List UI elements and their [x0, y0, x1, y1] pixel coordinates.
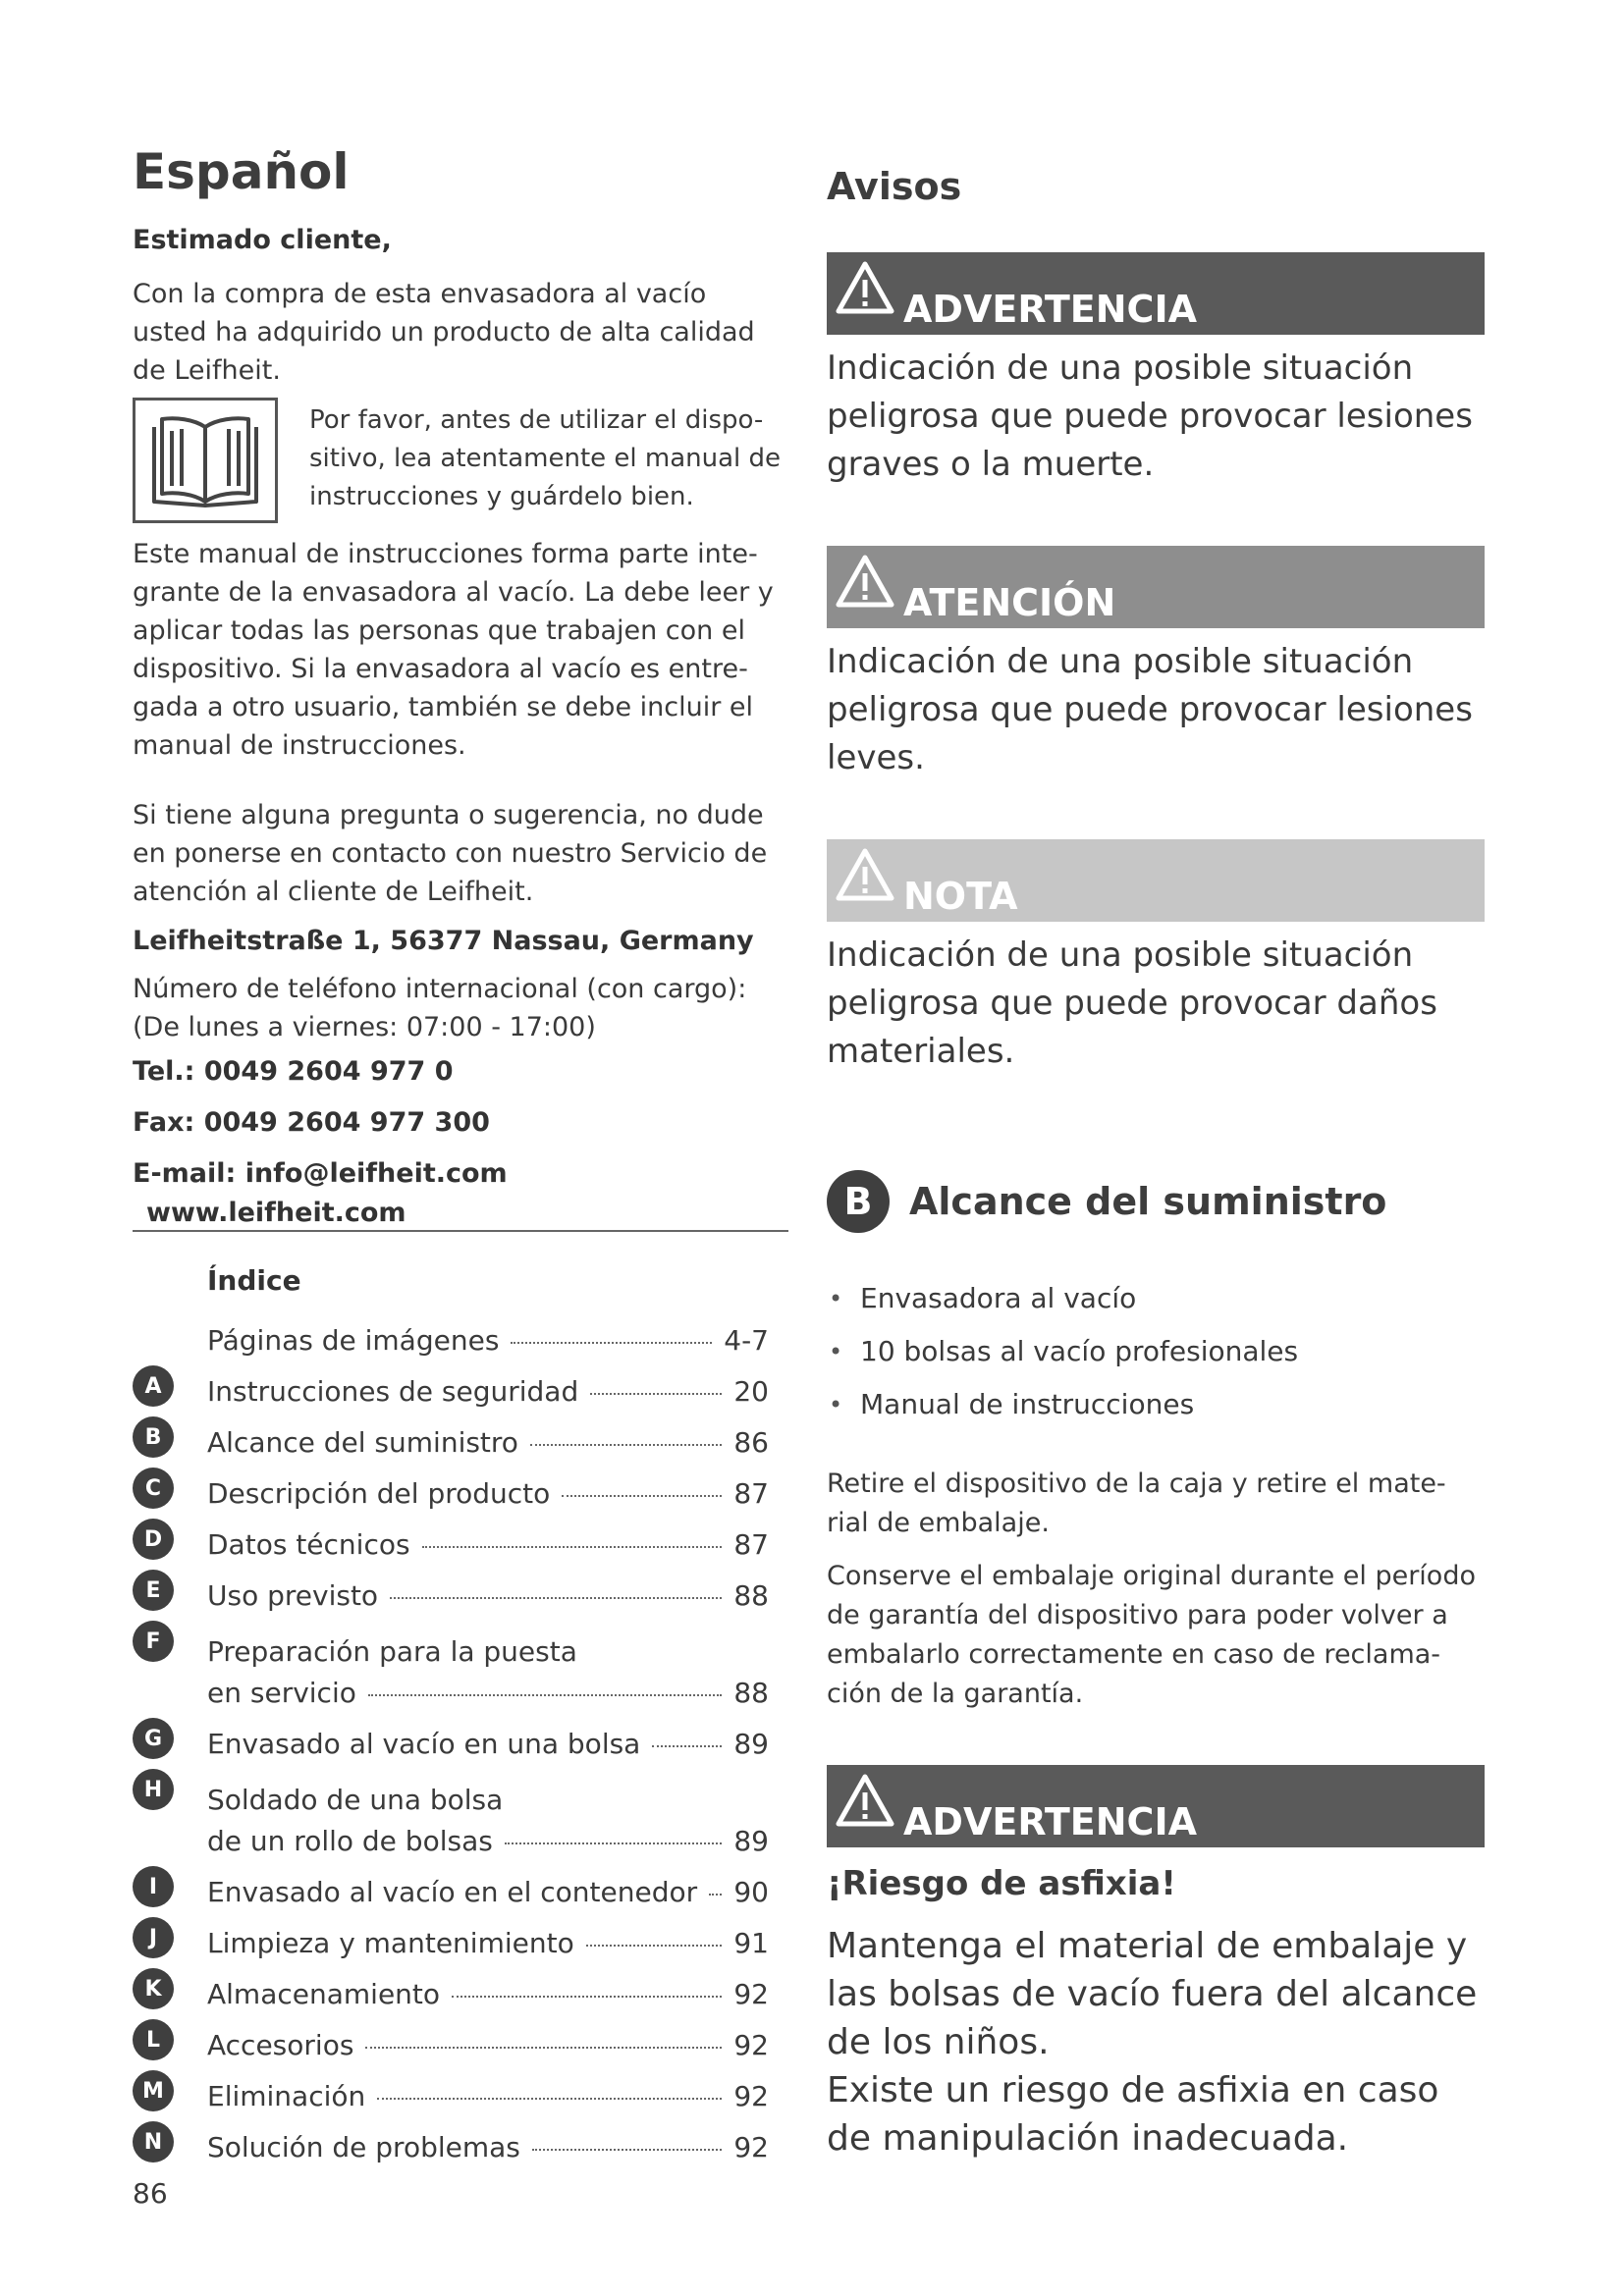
phone-note: Número de teléfono internacional (con cargo):	[133, 974, 747, 1004]
toc-entry-page: 92	[733, 2131, 769, 2163]
manual-note: Por favor, antes de utilizar el dispo-sitivo, lea atentamente el manual de instrucciones y guárdelo bien.	[309, 405, 782, 511]
toc-entry-body	[207, 1320, 769, 1362]
toc-entry	[133, 1413, 788, 1464]
scope-heading	[827, 1170, 1485, 1233]
toc-entry-label: Eliminación	[207, 2080, 366, 2112]
manual-notice	[133, 398, 788, 523]
toc-entry-label: Instrucciones de seguridad	[207, 1375, 579, 1408]
scope-title: Alcance del suministro	[909, 1180, 1387, 1223]
warning-label: ADVERTENCIA	[903, 1800, 1197, 1843]
toc-leader-dots	[511, 1342, 712, 1344]
section-letter-badge: E	[133, 1570, 174, 1611]
email: E-mail: info@leifheit.com	[133, 1158, 508, 1189]
company-address: Leifheitstraße 1, 56377 Nassau, Germany	[133, 926, 754, 956]
section-letter-badge: H	[133, 1769, 174, 1810]
toc-leader-dots	[368, 1694, 723, 1696]
list-item: • Manual de instrucciones	[827, 1378, 1485, 1431]
section-letter-badge: J	[133, 1917, 174, 1958]
toc-entry	[133, 1566, 788, 1617]
right-column	[827, 162, 1485, 2163]
risk-text-2: Existe un riesgo de asfixia en caso de manipulación inadecuada.	[827, 2070, 1439, 2159]
toc-entry-page: 88	[733, 1579, 769, 1612]
section-letter-badge: F	[133, 1621, 174, 1662]
toc-entry-page: 89	[733, 1825, 769, 1857]
toc-entry-page: 86	[733, 1426, 769, 1459]
toc-entry-body	[207, 1575, 769, 1617]
warnings-section-title: Avisos	[827, 165, 962, 208]
toc-entry-label: Almacenamiento	[207, 1978, 441, 2010]
section-letter-badge: I	[133, 1866, 174, 1907]
toc-entry-page: 20	[733, 1375, 769, 1408]
toc-entry-body	[207, 1473, 769, 1515]
packaging-paragraph: Conserve el embalaje original durante el período de garantía del dispositivo para poder volver a embalarlo correctamente en caso de reclama-ción de la garantía.	[827, 1561, 1476, 1709]
toc-entry-body	[207, 1724, 769, 1765]
note-text: Indicación de una posible situación peligrosa que puede provocar daños materiales.	[827, 935, 1437, 1071]
warning-triangle-icon	[835, 847, 895, 911]
warning-label: ADVERTENCIA	[903, 288, 1197, 331]
section-letter-badge: L	[133, 2019, 174, 2060]
greeting: Estimado cliente,	[133, 225, 392, 255]
caution-text: Indicación de una posible situación peligrosa que puede provocar lesiones leves.	[827, 642, 1473, 777]
warning-bar	[827, 1765, 1485, 1847]
warning-triangle-icon	[835, 1773, 895, 1837]
toc-entry-body	[207, 1422, 769, 1464]
toc-entry	[133, 1515, 788, 1566]
caution-label: ATENCIÓN	[903, 581, 1116, 624]
table-of-contents	[133, 1252, 788, 2168]
toc-entry	[133, 1362, 788, 1413]
toc-entry-label: Envasado al vacío en el contenedor	[207, 1876, 698, 1908]
telephone: Tel.: 0049 2604 977 0	[133, 1056, 454, 1087]
toc-entry-page: 92	[733, 2080, 769, 2112]
toc-entry-page: 91	[733, 1927, 769, 1959]
section-letter-badge: B	[133, 1416, 174, 1458]
section-letter-badge: N	[133, 2121, 174, 2163]
warning-text: Indicación de una posible situación peligrosa que puede provocar lesiones graves o la muerte.	[827, 348, 1473, 484]
section-letter-badge: M	[133, 2070, 174, 2111]
toc-entry-label: Páginas de imágenes	[207, 1324, 500, 1357]
caution-bar	[827, 546, 1485, 628]
toc-entry-label: Solución de problemas	[207, 2131, 520, 2163]
toc-entry-label-cont: en servicio	[207, 1677, 356, 1709]
toc-entry-body	[207, 1923, 769, 1964]
intro-paragraph: Con la compra de esta envasadora al vacío usted ha adquirido un producto de alta calidad de Leifheit.	[133, 279, 755, 386]
toc-entry	[133, 1714, 788, 1765]
phone-hours: (De lunes a viernes: 07:00 - 17:00)	[133, 1012, 596, 1042]
fax: Fax: 0049 2604 977 300	[133, 1107, 490, 1138]
toc-entry	[133, 2015, 788, 2066]
toc-entry-body	[207, 1371, 769, 1413]
toc-entry-page: 90	[733, 1876, 769, 1908]
risk-text-1: Mantenga el material de embalaje y las bolsas de vacío fuera del alcance de los niños.	[827, 1926, 1478, 2062]
toc-entry-label: Descripción del producto	[207, 1477, 551, 1510]
section-divider	[133, 1230, 788, 1232]
toc-leader-dots	[377, 2098, 722, 2100]
toc-entry	[133, 1310, 788, 1362]
note-label: NOTA	[903, 875, 1018, 918]
website: www.leifheit.com	[146, 1198, 406, 1228]
notice-note	[827, 839, 1485, 1076]
toc-entry	[133, 1913, 788, 1964]
toc-leader-dots	[590, 1393, 722, 1395]
toc-entry-body	[207, 1974, 769, 2015]
contact-paragraph: Si tiene alguna pregunta o sugerencia, no dude en ponerse en contacto con nuestro Servicio de atención al cliente de Leifheit.	[133, 800, 768, 907]
toc-leader-dots	[422, 1546, 723, 1548]
toc-entry-body	[207, 2076, 769, 2117]
left-column	[133, 137, 788, 1233]
notice-suffocation-warning	[827, 1765, 1485, 2163]
notice-caution	[827, 546, 1485, 782]
toc-leader-dots	[365, 2047, 722, 2049]
unpack-paragraph: Retire el dispositivo de la caja y retire el mate-rial de embalaje.	[827, 1468, 1446, 1538]
toc-leader-dots	[562, 1495, 722, 1497]
risk-title: ¡Riesgo de asfixia!	[827, 1864, 1176, 1903]
scope-list	[827, 1272, 1485, 1431]
warning-bar	[827, 252, 1485, 335]
toc-entry-label: Accesorios	[207, 2029, 354, 2061]
toc-leader-dots	[530, 1444, 722, 1446]
warning-triangle-icon	[835, 554, 895, 617]
toc-entry-body	[207, 1780, 769, 1862]
toc-title: Índice	[207, 1264, 301, 1297]
toc-entry-page: 88	[733, 1677, 769, 1709]
toc-entry	[133, 1617, 788, 1714]
toc-leader-dots	[709, 1894, 722, 1896]
section-letter-badge: D	[133, 1519, 174, 1560]
language-title: Español	[133, 143, 350, 200]
notice-warning	[827, 252, 1485, 489]
open-book-icon	[133, 398, 278, 523]
toc-entry-body	[207, 1872, 769, 1913]
toc-entry	[133, 1964, 788, 2015]
toc-entry-page: 92	[733, 1978, 769, 2010]
toc-leader-dots	[532, 2149, 722, 2151]
section-letter-badge: C	[133, 1468, 174, 1509]
section-letter-badge: A	[133, 1365, 174, 1407]
note-bar	[827, 839, 1485, 922]
toc-entry-label: Datos técnicos	[207, 1528, 410, 1561]
toc-leader-dots	[652, 1745, 722, 1747]
toc-entry-label: Uso previsto	[207, 1579, 379, 1612]
toc-entry	[133, 2066, 788, 2117]
toc-entry-label: Alcance del suministro	[207, 1426, 518, 1459]
toc-entry-page: 87	[733, 1477, 769, 1510]
toc-entry-body	[207, 2025, 769, 2066]
toc-entry-label: Limpieza y mantenimiento	[207, 1927, 574, 1959]
section-letter-badge: K	[133, 1968, 174, 2009]
toc-entry-label: Preparación para la puesta	[207, 1635, 577, 1668]
toc-leader-dots	[586, 1945, 723, 1947]
toc-entry-body	[207, 1631, 769, 1714]
toc-entry-page: 87	[733, 1528, 769, 1561]
toc-entry	[133, 2117, 788, 2168]
list-item: • 10 bolsas al vacío profesionales	[827, 1325, 1485, 1378]
section-letter-badge: G	[133, 1718, 174, 1759]
toc-entry-page: 89	[733, 1728, 769, 1760]
toc-entry-body	[207, 1524, 769, 1566]
toc-leader-dots	[505, 1842, 723, 1844]
toc-leader-dots	[452, 1996, 722, 1998]
page-number: 86	[133, 2177, 168, 2210]
section-letter-badge: B	[827, 1170, 890, 1233]
toc-entry-label: Soldado de una bolsa	[207, 1784, 504, 1816]
warning-triangle-icon	[835, 260, 895, 324]
toc-entry-label-cont: de un rollo de bolsas	[207, 1825, 493, 1857]
toc-entry-page: 4-7	[724, 1324, 769, 1357]
manual-paragraph: Este manual de instrucciones forma parte inte-grante de la envasadora al vacío. La debe leer y aplicar todas las personas que trabajen con el dispositivo. Si la envasadora al vacío es entre-gada a otro usuario, también se debe incluir el manual de instrucciones.	[133, 539, 774, 761]
list-item: • Envasadora al vacío	[827, 1272, 1485, 1325]
toc-entry	[133, 1765, 788, 1862]
toc-leader-dots	[390, 1597, 722, 1599]
toc-entry-label: Envasado al vacío en una bolsa	[207, 1728, 641, 1760]
toc-entry-body	[207, 2127, 769, 2168]
toc-entry-page: 92	[733, 2029, 769, 2061]
toc-entry	[133, 1862, 788, 1913]
toc-entry	[133, 1464, 788, 1515]
